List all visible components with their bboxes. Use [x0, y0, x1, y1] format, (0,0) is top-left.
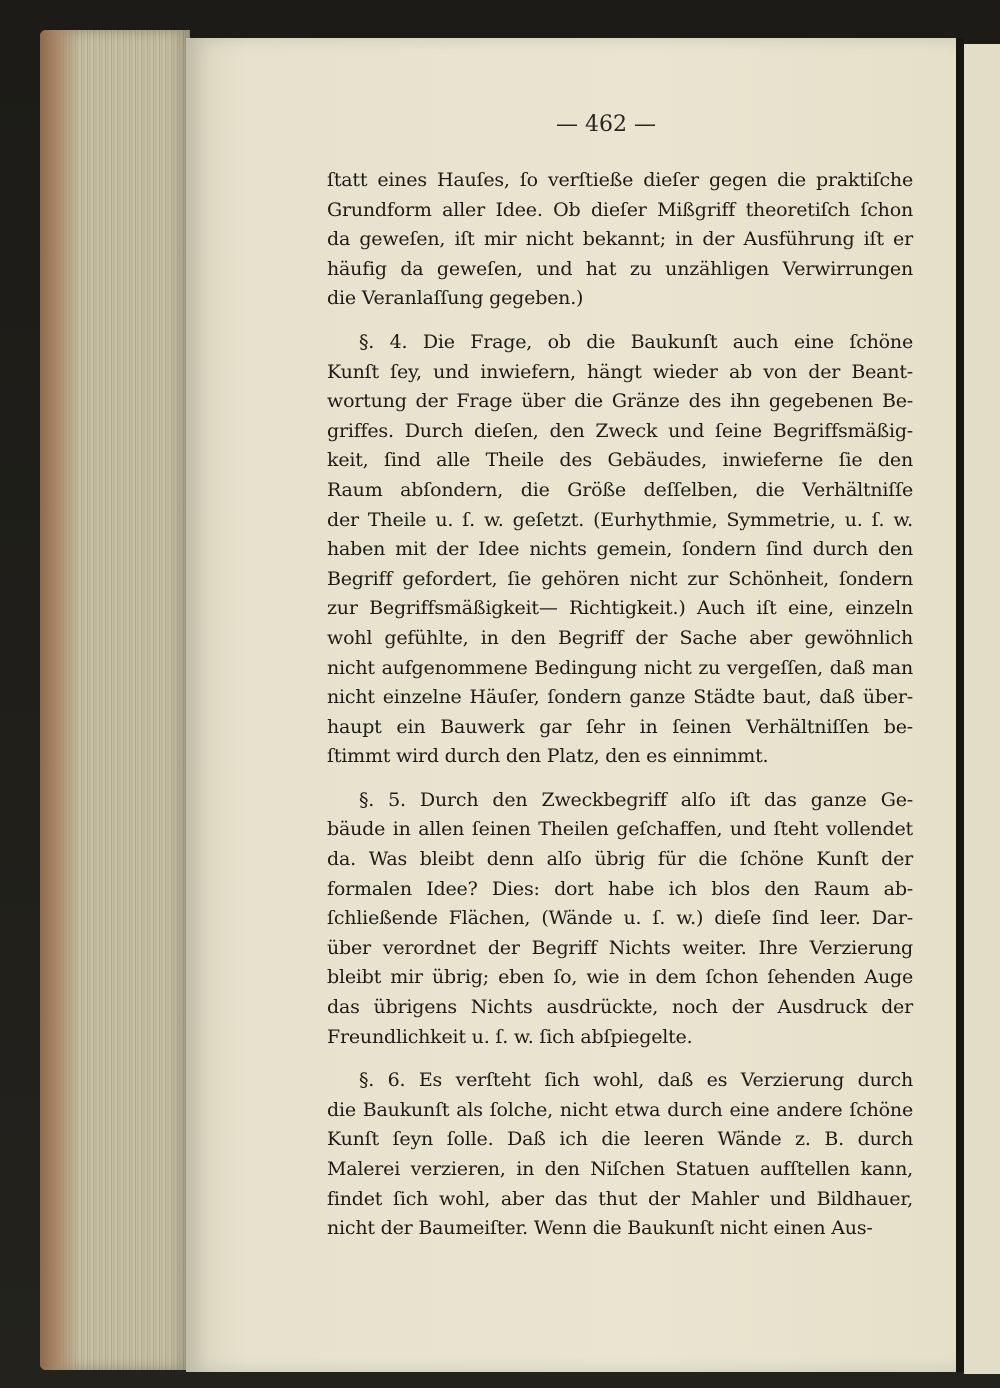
- book-gutter: [956, 38, 964, 1372]
- text-line: §. 6. Es verſteht ſich wohl, daß es Verzierung durch: [359, 1069, 913, 1092]
- text-line: griffes. Durch dieſen, den Zweck und ſeine Begriffsmäßig-: [327, 419, 913, 442]
- text-line: wortung der Frage über die Gränze des ihn gegebenen Be-: [327, 390, 913, 413]
- text-line: bäude in allen ſeinen Theilen geſchaffen, und ſteht vollendet: [327, 818, 913, 841]
- text-line: keit, ſind alle Theile des Gebäudes, inwieferne ſie den: [327, 449, 913, 472]
- text-line: Raum abſondern, die Größe deſſelben, die Verhältniſſe: [327, 478, 913, 501]
- paragraph: [327, 328, 913, 772]
- text-line: ſtatt eines Hauſes, ſo verſtieße dieſer gegen die praktiſche: [327, 169, 913, 191]
- text-line: bleibt mir übrig; eben ſo, wie in dem ſchon ſehenden Auge: [327, 966, 913, 989]
- paragraph: [327, 166, 913, 314]
- page-text: [327, 166, 913, 1244]
- text-line: §. 4. Die Frage, ob die Baukunſt auch eine ſchöne: [359, 330, 913, 353]
- text-line: formalen Idee? Dies: dort habe ich blos den Raum ab-: [327, 877, 913, 900]
- paragraph: [327, 1066, 913, 1244]
- paragraph: [327, 786, 913, 1052]
- text-line: das übrigens Nichts ausdrückte, noch der Ausdruck der: [327, 996, 913, 1019]
- text-line: über verordnet der Begriff Nichts weiter. Ihre Verzierung: [327, 936, 913, 959]
- text-line: häufig da geweſen, und hat zu unzähligen Verwirrungen: [327, 257, 913, 280]
- text-line: haben mit der Idee nichts gemein, ſondern ſind durch den: [327, 538, 913, 561]
- text-line: haupt ein Bauwerk gar ſehr in ſeinen Verhältniſſen be-: [327, 715, 913, 738]
- text-line: nicht aufgenommene Bedingung nicht zu vergeſſen, daß man: [327, 656, 913, 679]
- text-line: Grundform aller Idee. Ob dieſer Mißgriff theoretiſch ſchon: [327, 198, 913, 221]
- text-line: Malerei verzieren, in den Niſchen Statuen aufſtellen kann,: [327, 1158, 913, 1180]
- text-line: ſchließende Flächen, (Wände u. ſ. w.) dieſe ſind leer. Dar-: [327, 907, 913, 930]
- text-line: da geweſen, iſt mir nicht bekannt; in der Ausführung iſt er: [327, 228, 913, 251]
- text-line: zur Begriffsmäßigkeit— Richtigkeit.) Auch iſt eine, einzeln: [327, 597, 913, 620]
- text-line: die Baukunſt als ſolche, nicht etwa durch eine andere ſchöne: [327, 1098, 913, 1121]
- text-line: Kunſt ſey, und inwiefern, hängt wieder ab von der Beant-: [327, 360, 913, 383]
- text-line: findet ſich wohl, aber das thut der Mahler und Bildhauer,: [327, 1187, 913, 1210]
- text-line: nicht der Baumeiſter. Wenn die Baukunſt nicht einen Aus-: [327, 1217, 873, 1240]
- text-line: der Theile u. ſ. w. geſetzt. (Eurhythmie, Symmetrie, u. ſ. w.: [327, 508, 913, 531]
- page-number: — 462 —: [556, 112, 656, 137]
- text-line: §. 5. Durch den Zweckbegriff alſo iſt das ganze Ge-: [359, 788, 913, 811]
- text-line: Begriff gefordert, ſie gehören nicht zur Schönheit, ſondern: [327, 567, 913, 590]
- text-line: ſtimmt wird durch den Platz, den es einnimmt.: [327, 745, 769, 768]
- text-line: nicht einzelne Häuſer, ſondern ganze Städte baut, daß über-: [327, 686, 913, 709]
- facing-page-edge: [964, 44, 1000, 1374]
- text-line: da. Was bleibt denn alſo übrig für die ſchöne Kunſt der: [327, 848, 913, 871]
- text-line: Freundlichkeit u. ſ. w. ſich abſpiegelte.: [327, 1025, 693, 1048]
- text-line: wohl gefühlte, in den Begriff der Sache aber gewöhnlich: [327, 626, 913, 649]
- text-line: Kunſt ſeyn ſolle. Daß ich die leeren Wände z. B. durch: [327, 1128, 913, 1151]
- text-line: die Veranlaſſung gegeben.): [327, 287, 584, 310]
- book-page-edges: [40, 30, 190, 1370]
